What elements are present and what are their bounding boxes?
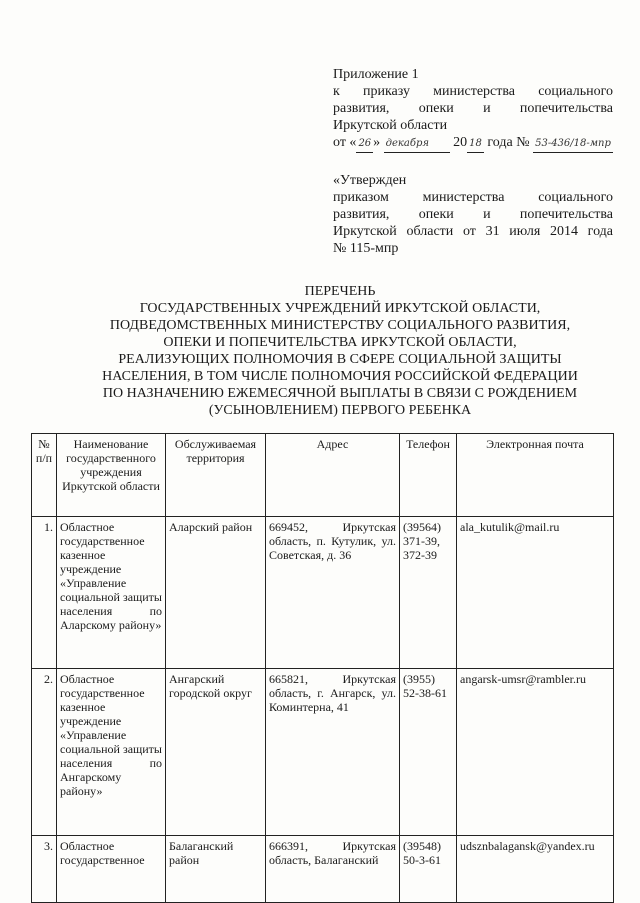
header-territory: Обслуживаемая территория (166, 434, 266, 517)
date-year-prefix: 20 (453, 135, 468, 150)
title-line: ОПЕКИ И ПОПЕЧИТЕЛЬСТВА ИРКУТСКОЙ ОБЛАСТИ, (163, 335, 517, 350)
table-row (32, 517, 614, 669)
document-title (60, 283, 620, 419)
title-line: НАСЕЛЕНИЯ, В ТОМ ЧИСЛЕ ПОЛНОМОЧИЯ РОССИЙСКОЙ ФЕДЕРАЦИИ (102, 369, 578, 384)
approved-line: приказом министерства социального (333, 190, 613, 205)
appendix-block (333, 66, 613, 153)
row-address: 669452, Иркутская область, п. Кутулик, ул. Советская, д. 36 (266, 517, 400, 669)
date-year: 18 (467, 135, 484, 153)
appendix-line: Приложение 1 (333, 67, 419, 82)
date-day: 26 (356, 135, 373, 153)
row-num: 3. (32, 836, 57, 903)
row-name: Областное государственное казенное учреждение «Управление социальной защиты населения по Ангарскому району» (57, 669, 166, 836)
approved-line: развития, опеки и попечительства (333, 207, 613, 222)
approved-line: Иркутской области от 31 июля 2014 года (333, 224, 613, 239)
table-header-row (32, 434, 614, 517)
appendix-line: к приказу министерства социального (333, 84, 613, 99)
approved-line: «Утвержден (333, 173, 407, 188)
title-line: ГОСУДАРСТВЕННЫХ УЧРЕЖДЕНИЙ ИРКУТСКОЙ ОБЛАСТИ, (139, 301, 541, 316)
row-address: 666391, Иркутская область, Балаганский (266, 836, 400, 903)
header-name: Наименование государственного учреждения Иркутской области (57, 434, 166, 517)
row-name: Областное государственное (57, 836, 166, 903)
institutions-table (31, 433, 614, 903)
approved-line: № 115-мпр (333, 241, 399, 256)
header-num: № п/п (32, 434, 57, 517)
order-number: 53-436/18-мпр (533, 135, 613, 153)
row-email: udsznbalagansk@yandex.ru (457, 836, 614, 903)
header-phone: Телефон (400, 434, 457, 517)
date-month: декабря (384, 135, 450, 153)
table-row (32, 669, 614, 836)
row-email: ala_kutulik@mail.ru (457, 517, 614, 669)
row-territory: Балаганский район (166, 836, 266, 903)
row-name: Областное государственное казенное учреждение «Управление социальной защиты населения по Аларскому району» (57, 517, 166, 669)
row-territory: Аларский район (166, 517, 266, 669)
header-email: Электронная почта (457, 434, 614, 517)
appendix-line: Иркутской области (333, 118, 448, 133)
header-address: Адрес (266, 434, 400, 517)
date-prefix: от « (333, 135, 357, 150)
date-suffix: года № (483, 135, 530, 150)
title-line: ПЕРЕЧЕНЬ (304, 284, 376, 299)
appendix-date-line (333, 134, 613, 153)
title-line: (УСЫНОВЛЕНИЕМ) ПЕРВОГО РЕБЕНКА (208, 403, 472, 418)
title-line: ПО НАЗНАЧЕНИЮ ЕЖЕМЕСЯЧНОЙ ВЫПЛАТЫ В СВЯЗИ С РОЖДЕНИЕМ (102, 386, 578, 401)
row-num: 2. (32, 669, 57, 836)
row-phone: (39564) 371-39, 372-39 (400, 517, 457, 669)
title-line: ПОДВЕДОМСТВЕННЫХ МИНИСТЕРСТВУ СОЦИАЛЬНОГО РАЗВИТИЯ, (109, 318, 571, 333)
row-num: 1. (32, 517, 57, 669)
title-line: РЕАЛИЗУЮЩИХ ПОЛНОМОЧИЯ В СФЕРЕ СОЦИАЛЬНОЙ ЗАЩИТЫ (118, 352, 562, 367)
row-address: 665821, Иркутская область, г. Ангарск, ул. Коминтерна, 41 (266, 669, 400, 836)
table-row (32, 836, 614, 903)
row-phone: (39548) 50-3-61 (400, 836, 457, 903)
row-email: angarsk-umsr@rambler.ru (457, 669, 614, 836)
date-mid: » (373, 135, 381, 150)
appendix-line: развития, опеки и попечительства (333, 101, 613, 116)
approved-block (333, 172, 613, 257)
row-phone: (3955) 52-38-61 (400, 669, 457, 836)
row-territory: Ангарский городской округ (166, 669, 266, 836)
